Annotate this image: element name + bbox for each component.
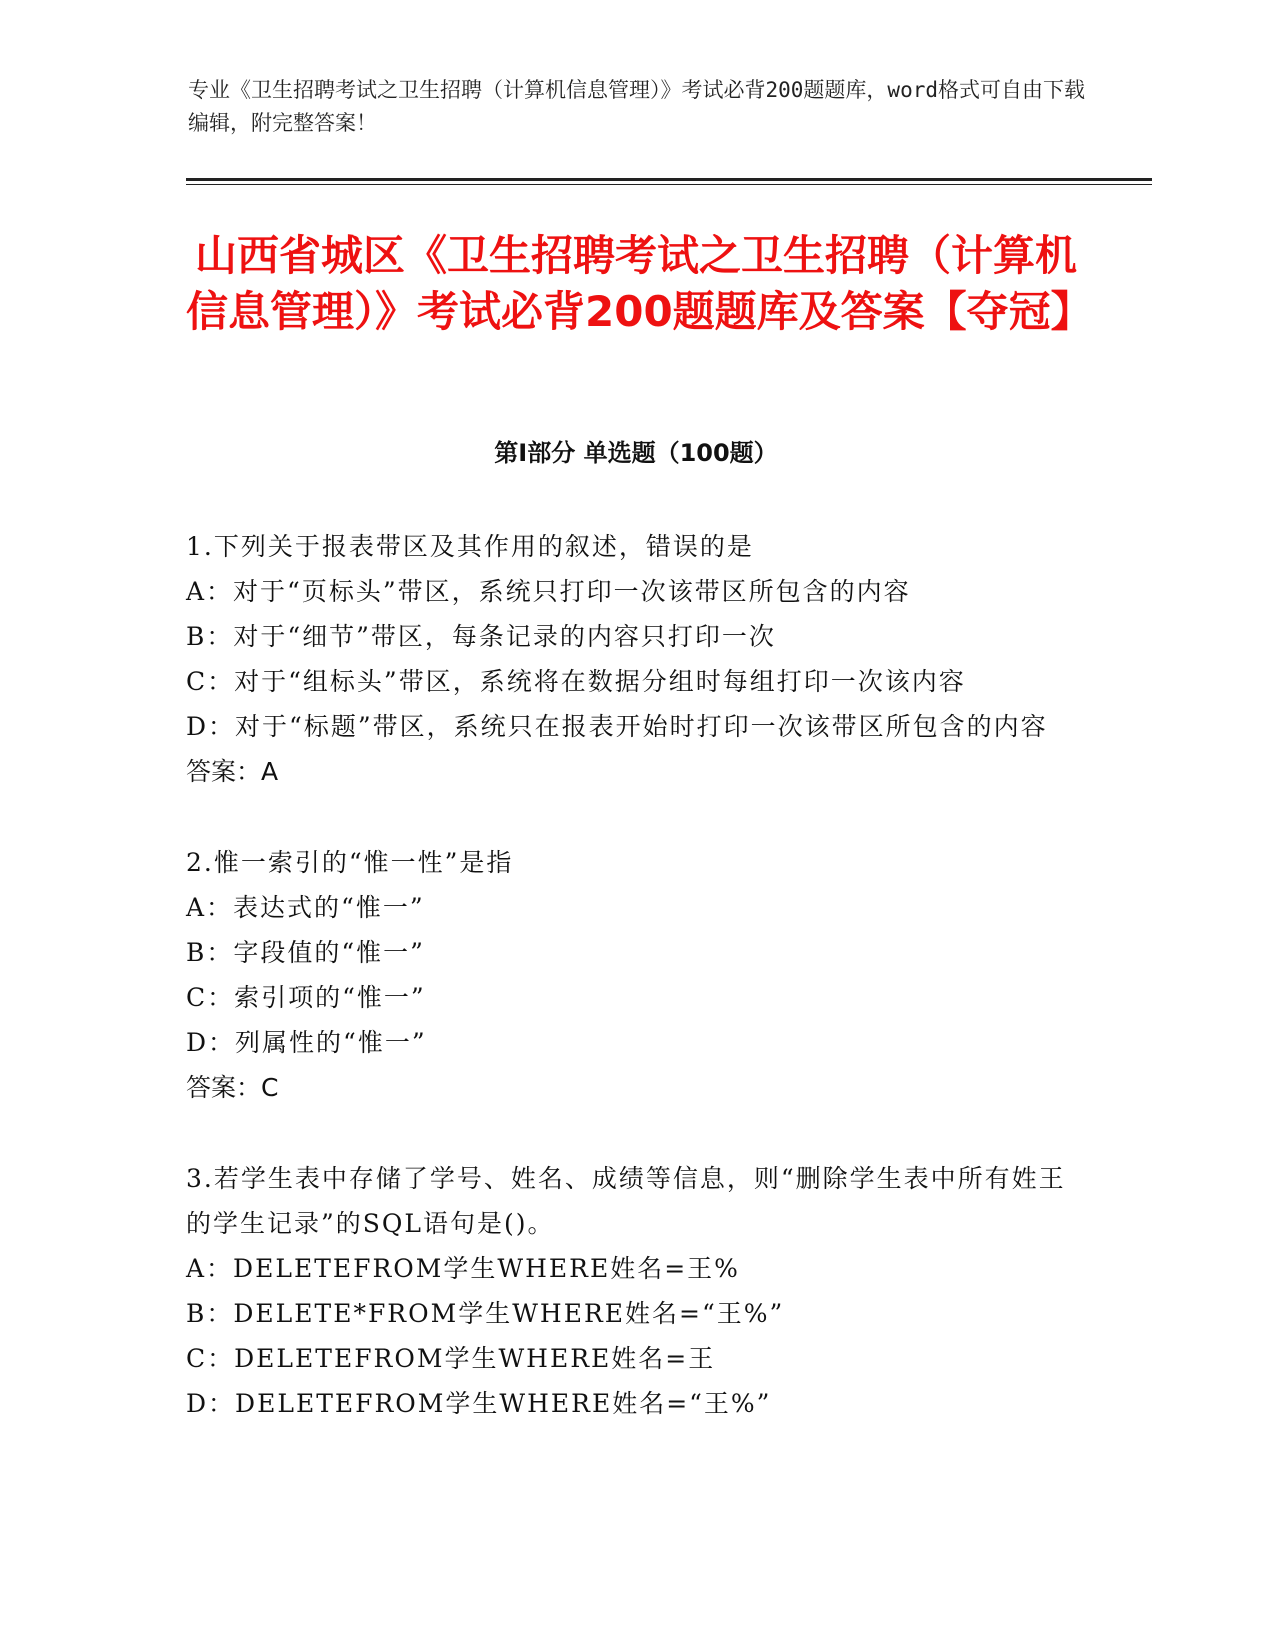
option-a: A：DELETEFROM学生WHERE姓名=王%	[186, 1254, 740, 1283]
option-c: C：对于“组标头”带区，系统将在数据分组时每组打印一次该内容	[186, 667, 966, 696]
question-stem: 1.下列关于报表带区及其作用的叙述，错误的是	[186, 532, 754, 561]
option-b: B：对于“细节”带区，每条记录的内容只打印一次	[186, 622, 776, 651]
section-title: 第Ⅰ部分 单选题（100题）	[494, 439, 778, 467]
question-stem: 3.若学生表中存储了学号、姓名、成绩等信息，则“删除学生表中所有姓王的学生记录”的SQL语句是()。	[186, 1164, 1066, 1238]
question-1	[186, 524, 1086, 794]
question-stem: 2.惟一索引的“惟一性”是指	[186, 848, 514, 877]
document-title: 山西省城区《卫生招聘考试之卫生招聘（计算机信息管理）》考试必背200题题库及答案【夺冠】	[186, 231, 1093, 336]
option-d: D：DELETEFROM学生WHERE姓名=“王%”	[186, 1389, 772, 1418]
option-b: B：字段值的“惟一”	[186, 938, 425, 967]
option-a: A：对于“页标头”带区，系统只打印一次该带区所包含的内容	[186, 577, 911, 606]
answer: 答案：C	[186, 1073, 279, 1102]
question-list	[186, 524, 1086, 1472]
header-note: 专业《卫生招聘考试之卫生招聘（计算机信息管理）》考试必背200题题库，word格式可自由下载编辑，附完整答案！	[188, 78, 1085, 135]
option-d: D：对于“标题”带区，系统只在报表开始时打印一次该带区所包含的内容	[186, 712, 1048, 741]
question-3	[186, 1156, 1086, 1426]
answer: 答案：A	[186, 757, 279, 786]
question-2	[186, 840, 1086, 1110]
header-rule-thin	[186, 184, 1152, 185]
option-d: D：列属性的“惟一”	[186, 1028, 427, 1057]
option-b: B：DELETE*FROM学生WHERE姓名=“王%”	[186, 1299, 785, 1328]
option-a: A：表达式的“惟一”	[186, 893, 425, 922]
option-c: C：索引项的“惟一”	[186, 983, 426, 1012]
header-rule-thick	[186, 178, 1152, 181]
option-c: C：DELETEFROM学生WHERE姓名=王	[186, 1344, 716, 1373]
